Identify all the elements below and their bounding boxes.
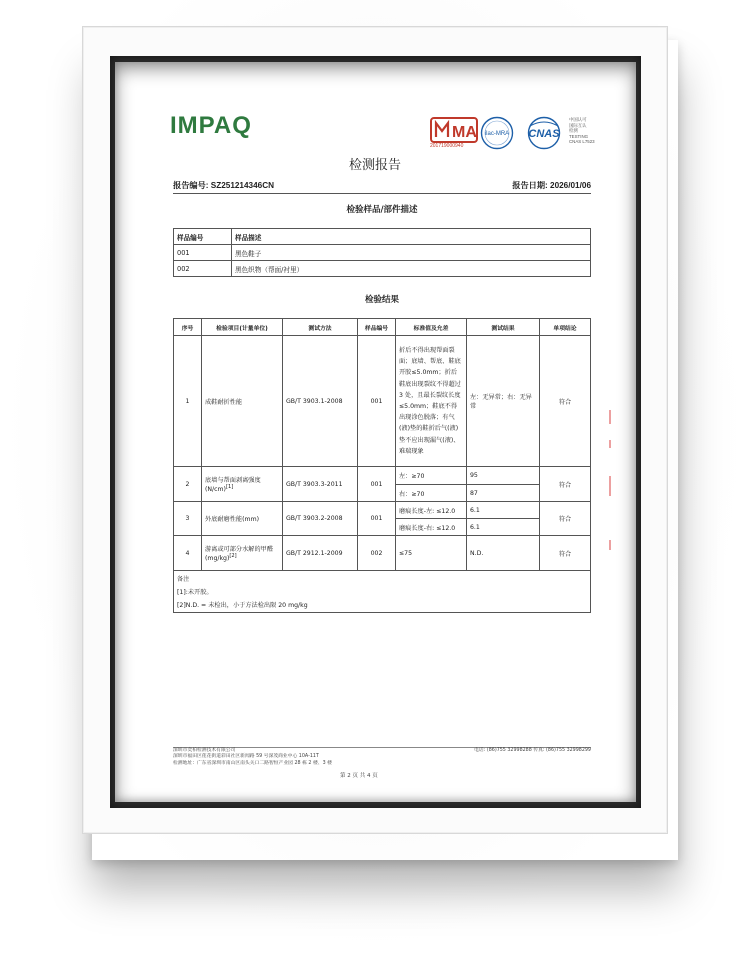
footnote-ref: [2]	[229, 552, 237, 559]
test-method: GB/T 2912.1-2009	[283, 536, 358, 571]
requirement: 磨痕长度-左: ≤12.0	[396, 502, 467, 519]
report-footer	[173, 748, 591, 767]
test-result: 87	[467, 485, 540, 502]
row-number: 2	[174, 467, 202, 502]
test-result: N.D.	[467, 536, 540, 571]
table-row	[174, 336, 591, 467]
page-number: 第 2 页 共 4 页	[340, 773, 378, 779]
cma-number: 201719000940	[430, 143, 464, 149]
sample-description: 黑色织物（帮面/衬里）	[232, 261, 591, 277]
column-header: 样品描述	[232, 229, 591, 245]
test-method: GB/T 3903.1-2008	[283, 336, 358, 467]
footer-company: 深圳市奕柏检测技术有限公司	[173, 748, 236, 753]
footnote-ref: [1]	[225, 483, 234, 490]
table-header-row	[174, 229, 591, 245]
report-date: 报告日期: 2026/01/06	[512, 181, 591, 190]
footer-phone: 电话: (86)755 32998288 传真: (86)755 32998299	[474, 748, 591, 753]
test-method: GB/T 3903.2-2008	[283, 502, 358, 536]
cma-logo	[430, 117, 478, 143]
company-logo: IMPAQ	[170, 112, 252, 139]
row-number: 4	[174, 536, 202, 571]
table-row	[174, 502, 591, 519]
report-title: 检测报告	[348, 158, 401, 173]
column-header: 样品编号	[174, 229, 232, 245]
report-number: 报告编号: SZ251214346CN	[173, 181, 275, 190]
conclusion: 符合	[540, 336, 591, 467]
row-number: 1	[174, 336, 202, 467]
conclusion: 符合	[540, 467, 591, 502]
table-row	[174, 245, 591, 261]
test-item: 成鞋耐折性能	[202, 336, 283, 467]
sample-id: 002	[358, 536, 396, 571]
note-item: [1]:未开胶。	[177, 589, 213, 596]
svg-text:ilac-MRA: ilac-MRA	[484, 131, 510, 137]
requirement: ≤75	[396, 536, 467, 571]
meta-divider	[173, 193, 591, 194]
sample-id: 002	[174, 261, 232, 277]
requirement: 左：≥70	[396, 467, 467, 485]
column-header: 检验项目(计量单位)	[202, 319, 283, 336]
results-table	[173, 318, 591, 571]
stamp-edge-mark	[609, 540, 611, 550]
stamp-edge-mark	[609, 440, 611, 448]
samples-section-title: 检验样品/部件描述	[346, 205, 418, 215]
cnas-accreditation-text: 中国认可 国际互认 检测 TESTING CNAS L7523	[569, 117, 595, 145]
requirement: 右：≥70	[396, 485, 467, 502]
test-item: 外底耐磨性能(mm)	[202, 502, 283, 536]
stamp-edge-mark	[609, 410, 611, 424]
table-row	[174, 467, 591, 485]
sample-id: 001	[358, 467, 396, 502]
requirement: 折后不得出现帮面裂面；底墙、帮底、鞋底开胶≤5.0mm；折后鞋底出现裂纹不得超过 3 处，且最长裂纹长度≤5.0mm；鞋底不得出现涂色脱落；有气(液)垫的鞋折后气(液)垫不应出现漏气(液)、难瑞现象	[396, 336, 467, 467]
column-header: 单项结论	[540, 319, 591, 336]
test-result: 95	[467, 467, 540, 485]
notes-box	[173, 570, 591, 613]
svg-text:CNAS: CNAS	[528, 128, 560, 140]
sample-description: 黑色鞋子	[232, 245, 591, 261]
sample-id: 001	[174, 245, 232, 261]
column-header: 序号	[174, 319, 202, 336]
svg-text:MA: MA	[452, 124, 477, 141]
report-meta	[173, 180, 591, 192]
column-header: 测试方法	[283, 319, 358, 336]
table-row	[174, 261, 591, 277]
sample-id: 001	[358, 336, 396, 467]
table-row	[174, 536, 591, 571]
test-result: 6.1	[467, 519, 540, 536]
note-item: [2]N.D. = 未检出，小于方法检出限 20 mg/kg	[177, 602, 308, 609]
test-method: GB/T 3903.3-2011	[283, 467, 358, 502]
test-item: 游离或可部分水解的甲醛(mg/kg)[2]	[202, 536, 283, 571]
column-header: 样品编号	[358, 319, 396, 336]
test-item: 底墙与帮面剥离强度(N/cm)[1]	[202, 467, 283, 502]
samples-table	[173, 228, 591, 277]
conclusion: 符合	[540, 536, 591, 571]
test-result: 6.1	[467, 502, 540, 519]
conclusion: 符合	[540, 502, 591, 536]
footer-address: 深圳市福田区莲花街道彩田社区新闻路 59 号深茂商业中心 10A-11T	[173, 754, 319, 760]
column-header: 标准值及允差	[396, 319, 467, 336]
table-header-row	[174, 319, 591, 336]
stamp-edge-mark	[609, 476, 611, 496]
row-number: 3	[174, 502, 202, 536]
notes-heading: 备注	[177, 576, 190, 583]
test-result: 左：无异常；右：无异常	[467, 336, 540, 467]
sample-id: 001	[358, 502, 396, 536]
cnas-logo	[522, 116, 566, 150]
column-header: 测试结果	[467, 319, 540, 336]
requirement: 磨痕长度-右: ≤12.0	[396, 519, 467, 536]
footer-lab-address: 检测地址：广东省深圳市南山区南头关口二路智恒产业园 28 栋 2 楼、3 楼	[173, 760, 332, 766]
ilac-mra-logo	[480, 116, 514, 150]
results-section-title: 检验结果	[364, 295, 399, 305]
